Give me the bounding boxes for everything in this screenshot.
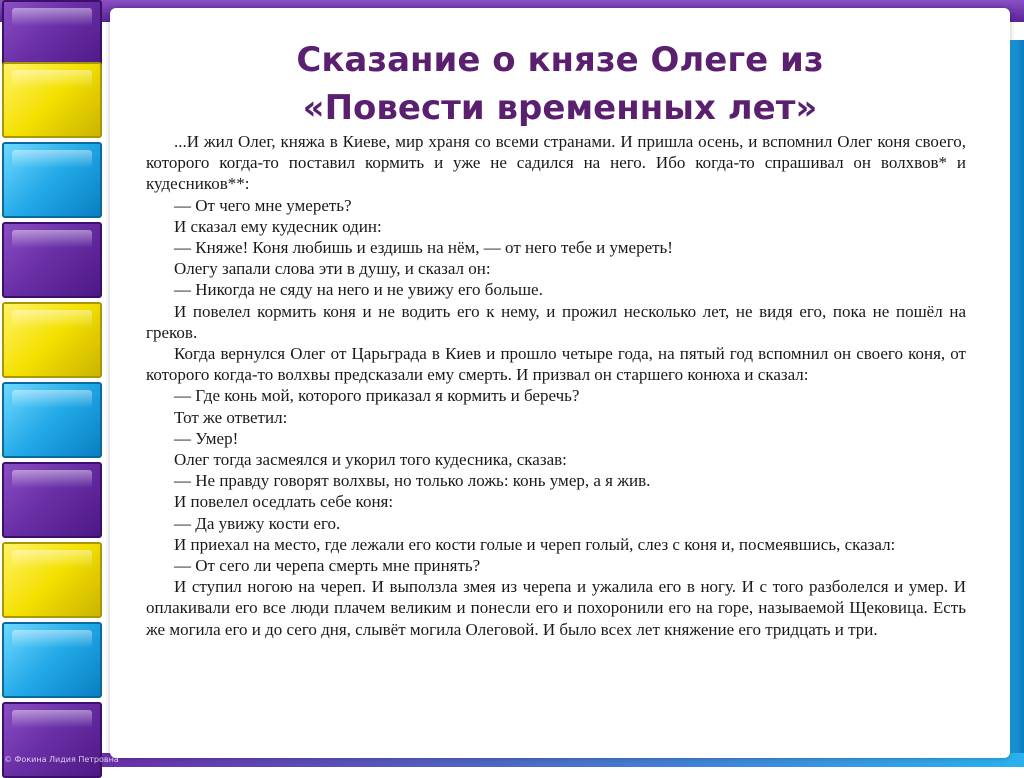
author-credit: © Фокина Лидия Петровна (4, 755, 119, 764)
paragraph: — Где конь мой, которого приказал я кормить и беречь? (174, 386, 580, 406)
paragraph: — Да увижу кости его. (174, 513, 341, 533)
decor-block-yellow (2, 302, 102, 378)
paragraph: И сказал ему кудесник один: (174, 216, 382, 236)
decor-block-blue (2, 142, 102, 218)
paragraph: — Умер! (174, 428, 239, 448)
paragraph: — Не правду говорят волхвы, но только ложь: конь умер, а я жив. (174, 471, 651, 491)
paragraph: Когда вернулся Олег от Царьграда в Киев и прошло четыре года, на пятый год вспомнил он своего коня, от которого когда-то волхвы предсказали ему смерть. И призвал он старшего конюха и сказал: (146, 344, 966, 385)
paragraph: — От сего ли черепа смерть мне принять? (174, 556, 481, 576)
paragraph: И повелел кормить коня и не водить его к нему, и прожил несколько лет, не видя его, пока не пошёл на греков. (146, 301, 966, 342)
paragraph: И приехал на место, где лежали его кости голые и череп голый, слез с коня и, посмеявшись, сказал: (174, 534, 896, 554)
slide-title (110, 36, 1010, 132)
left-decorative-blocks (0, 0, 106, 767)
paragraph: ...И жил Олег, княжа в Киеве, мир храня со всеми странами. И пришла осень, и вспомнил Олег коня своего, которого когда-то поставил кормить и уже не садился на него. Ибо когда-то спрашивал он волхвов* и кудесников**: (146, 132, 966, 194)
paragraph: Олег тогда засмеялся и укорил того кудесника, сказав: (174, 450, 567, 470)
decor-block-yellow (2, 542, 102, 618)
paragraph: Олегу запали слова эти в душу, и сказал он: (174, 259, 491, 279)
paragraph: И повелел оседлать себе коня: (174, 492, 394, 512)
paragraph: — Княже! Коня любишь и ездишь на нём, — от него тебе и умереть! (174, 238, 673, 258)
decor-block-yellow (2, 62, 102, 138)
decor-block-blue (2, 382, 102, 458)
decor-block-blue (2, 622, 102, 698)
paragraph: — От чего мне умереть? (174, 195, 352, 215)
slide-title-line-2: «Повести временных лет» (302, 88, 818, 128)
decor-block-purple (2, 222, 102, 298)
paragraph: Тот же ответил: (174, 407, 288, 427)
paragraph: — Никогда не сяду на него и не увижу его больше. (174, 280, 543, 300)
decor-block-purple (2, 462, 102, 538)
slide-title-line-1: Сказание о князе Олеге из (296, 40, 824, 80)
paragraph: И ступил ногою на череп. И выползла змея из черепа и ужалила его в ногу. И с того разболелся и умер. И оплакивали его все люди плачем великим и понесли его и похоронили его на горе, называемой Щековица. Есть же могила его и до сего дня, слывёт могила Олеговой. И было всех лет княжение его тридцать и три. (146, 577, 966, 639)
slide-body-text (146, 131, 966, 640)
